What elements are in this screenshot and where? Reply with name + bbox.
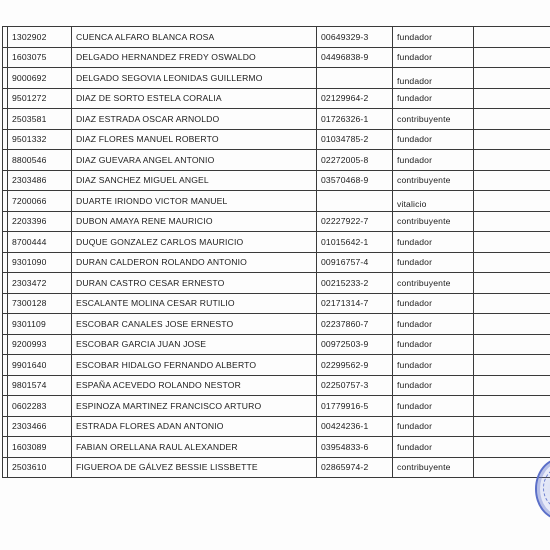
member-name-cell: ESCALANTE MOLINA CESAR RUTILIO: [72, 293, 317, 314]
member-code-cell: 2303486: [8, 170, 72, 191]
member-name-cell: DIAZ SANCHEZ MIGUEL ANGEL: [72, 170, 317, 191]
member-code-cell: 9000692: [8, 68, 72, 89]
document-number-cell: 01779916-5: [317, 396, 393, 417]
member-category-cell: fundador: [393, 232, 474, 253]
document-number-cell: 03570468-9: [317, 170, 393, 191]
member-code-cell: 7300128: [8, 293, 72, 314]
blank-cell: [474, 273, 550, 294]
member-category-cell: contribuyente: [393, 211, 474, 232]
blank-cell: [474, 314, 550, 335]
blank-cell: [474, 129, 550, 150]
member-name-cell: FIGUEROA DE GÁLVEZ BESSIE LISSBETTE: [72, 457, 317, 478]
table-row: [3, 457, 550, 478]
document-number-cell: 03954833-6: [317, 437, 393, 458]
document-number-cell: 00215233-2: [317, 273, 393, 294]
member-roster-table: [2, 26, 550, 478]
member-category-cell: fundador: [393, 437, 474, 458]
member-category-cell: fundador: [393, 314, 474, 335]
document-number-cell: 02227922-7: [317, 211, 393, 232]
table-row: [3, 334, 550, 355]
member-name-cell: FABIAN ORELLANA RAUL ALEXANDER: [72, 437, 317, 458]
blank-cell: [474, 150, 550, 171]
member-code-cell: 2303466: [8, 416, 72, 437]
member-code-cell: 2303472: [8, 273, 72, 294]
member-name-cell: DURAN CASTRO CESAR ERNESTO: [72, 273, 317, 294]
member-code-cell: 9301109: [8, 314, 72, 335]
table-row: [3, 375, 550, 396]
member-code-cell: 9501272: [8, 88, 72, 109]
blank-cell: [474, 47, 550, 68]
document-number-cell: 01015642-1: [317, 232, 393, 253]
table-row: [3, 47, 550, 68]
member-code-cell: 1603075: [8, 47, 72, 68]
member-code-cell: 2503581: [8, 109, 72, 130]
member-name-cell: ESPAÑA ACEVEDO ROLANDO NESTOR: [72, 375, 317, 396]
blank-cell: [474, 88, 550, 109]
member-category-cell: contribuyente: [393, 109, 474, 130]
member-category-cell: fundador: [393, 252, 474, 273]
member-name-cell: DUARTE IRIONDO VICTOR MANUEL: [72, 191, 317, 212]
document-number-cell: 00649329-3: [317, 27, 393, 48]
document-number-cell: 02250757-3: [317, 375, 393, 396]
member-code-cell: 9801574: [8, 375, 72, 396]
document-number-cell: 02299562-9: [317, 355, 393, 376]
member-code-cell: 0602283: [8, 396, 72, 417]
blank-cell: [474, 396, 550, 417]
table-row: [3, 109, 550, 130]
table-row: [3, 437, 550, 458]
document-number-cell: 04496838-9: [317, 47, 393, 68]
member-code-cell: 2503610: [8, 457, 72, 478]
document-number-cell: [317, 191, 393, 212]
member-category-cell: fundador: [393, 88, 474, 109]
member-name-cell: ESTRADA FLORES ADAN ANTONIO: [72, 416, 317, 437]
member-category-cell: fundador: [393, 293, 474, 314]
member-name-cell: DIAZ ESTRADA OSCAR ARNOLDO: [72, 109, 317, 130]
member-category-cell: fundador: [393, 129, 474, 150]
member-code-cell: 9200993: [8, 334, 72, 355]
blank-cell: [474, 416, 550, 437]
member-code-cell: 7200066: [8, 191, 72, 212]
member-name-cell: ESPINOZA MARTINEZ FRANCISCO ARTURO: [72, 396, 317, 417]
blank-cell: [474, 109, 550, 130]
member-name-cell: DIAZ GUEVARA ANGEL ANTONIO: [72, 150, 317, 171]
member-category-cell: fundador: [393, 27, 474, 48]
member-name-cell: DELGADO SEGOVIA LEONIDAS GUILLERMO: [72, 68, 317, 89]
table-row: [3, 314, 550, 335]
blank-cell: [474, 334, 550, 355]
table-row: [3, 396, 550, 417]
member-code-cell: 9501332: [8, 129, 72, 150]
table-row: [3, 293, 550, 314]
member-name-cell: DIAZ DE SORTO ESTELA CORALIA: [72, 88, 317, 109]
document-number-cell: 02171314-7: [317, 293, 393, 314]
member-name-cell: ESCOBAR GARCIA JUAN JOSE: [72, 334, 317, 355]
member-category-cell: fundador: [393, 47, 474, 68]
member-category-cell: fundador: [393, 355, 474, 376]
member-name-cell: DUBON AMAYA RENE MAURICIO: [72, 211, 317, 232]
member-category-cell: contribuyente: [393, 273, 474, 294]
member-name-cell: DUQUE GONZALEZ CARLOS MAURICIO: [72, 232, 317, 253]
table-row: [3, 88, 550, 109]
table-row: [3, 27, 550, 48]
blank-cell: [474, 252, 550, 273]
member-category-cell: fundador: [393, 150, 474, 171]
member-code-cell: 8800546: [8, 150, 72, 171]
blank-cell: [474, 170, 550, 191]
table-row: [3, 68, 550, 89]
document-number-cell: 00972503-9: [317, 334, 393, 355]
table-row: [3, 416, 550, 437]
document-number-cell: 02865974-2: [317, 457, 393, 478]
document-number-cell: 02129964-2: [317, 88, 393, 109]
member-name-cell: DURAN CALDERON ROLANDO ANTONIO: [72, 252, 317, 273]
table-row: [3, 273, 550, 294]
member-name-cell: DELGADO HERNANDEZ FREDY OSWALDO: [72, 47, 317, 68]
member-code-cell: 9901640: [8, 355, 72, 376]
member-category-cell: fundador: [393, 68, 474, 89]
blank-cell: [474, 211, 550, 232]
blank-cell: [474, 27, 550, 48]
member-category-cell: contribuyente: [393, 170, 474, 191]
member-name-cell: CUENCA ALFARO BLANCA ROSA: [72, 27, 317, 48]
blank-cell: [474, 232, 550, 253]
document-number-cell: 02237860-7: [317, 314, 393, 335]
blank-cell: [474, 293, 550, 314]
blank-cell: [474, 437, 550, 458]
table-row: [3, 355, 550, 376]
member-code-cell: 2203396: [8, 211, 72, 232]
member-name-cell: ESCOBAR HIDALGO FERNANDO ALBERTO: [72, 355, 317, 376]
member-category-cell: fundador: [393, 375, 474, 396]
member-category-cell: fundador: [393, 396, 474, 417]
table-row: [3, 211, 550, 232]
member-name-cell: ESCOBAR CANALES JOSE ERNESTO: [72, 314, 317, 335]
seal-inner-ring: [543, 468, 550, 508]
document-number-cell: 02272005-8: [317, 150, 393, 171]
member-category-cell: vitalicio: [393, 191, 474, 212]
blank-cell: [474, 191, 550, 212]
table-row: [3, 232, 550, 253]
document-number-cell: [317, 68, 393, 89]
member-category-cell: fundador: [393, 416, 474, 437]
roster-body: [3, 27, 550, 478]
table-row: [3, 252, 550, 273]
member-code-cell: 8700444: [8, 232, 72, 253]
member-code-cell: 1603089: [8, 437, 72, 458]
document-number-cell: 01726326-1: [317, 109, 393, 130]
member-code-cell: 9301090: [8, 252, 72, 273]
blank-cell: [474, 355, 550, 376]
table-row: [3, 150, 550, 171]
member-category-cell: contribuyente: [393, 457, 474, 478]
document-number-cell: 00424236-1: [317, 416, 393, 437]
document-number-cell: 01034785-2: [317, 129, 393, 150]
table-row: [3, 170, 550, 191]
table-row: [3, 129, 550, 150]
blank-cell: [474, 68, 550, 89]
member-code-cell: 1302902: [8, 27, 72, 48]
table-row: [3, 191, 550, 212]
member-category-cell: fundador: [393, 334, 474, 355]
member-name-cell: DIAZ FLORES MANUEL ROBERTO: [72, 129, 317, 150]
document-number-cell: 00916757-4: [317, 252, 393, 273]
blank-cell: [474, 375, 550, 396]
